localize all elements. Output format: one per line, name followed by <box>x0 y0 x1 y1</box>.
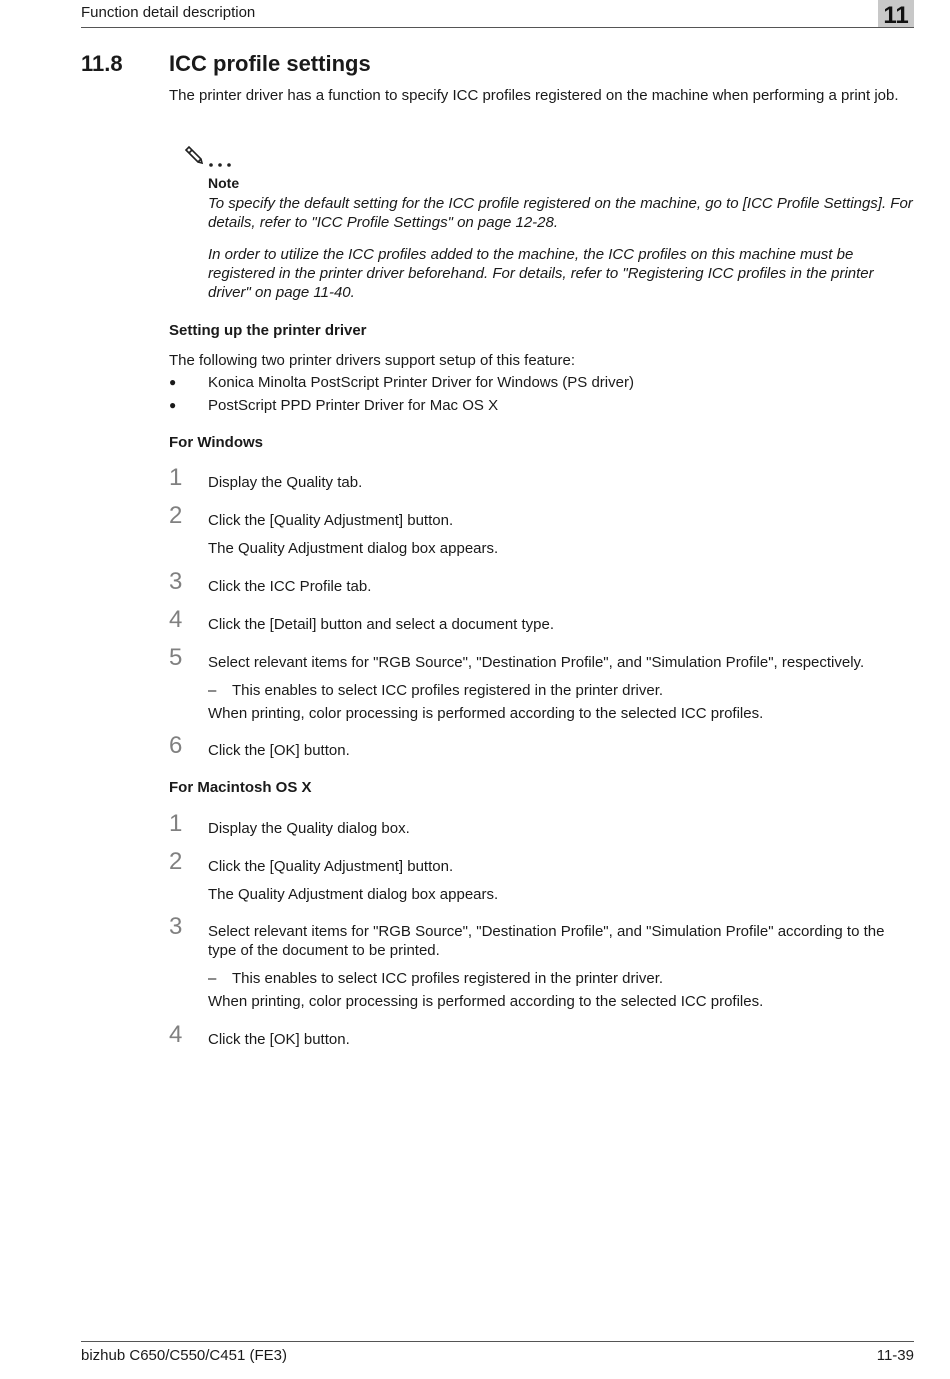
step-result: When printing, color processing is performed according to the selected ICC profiles. <box>208 705 764 722</box>
step-result: When printing, color processing is performed according to the selected ICC profiles. <box>208 993 764 1010</box>
bullet-icon: ● <box>169 398 177 412</box>
dash-marker: – <box>208 970 217 987</box>
step-text: Click the [Quality Adjustment] button. <box>208 858 454 875</box>
page-number: 11-39 <box>876 1347 914 1364</box>
step-number: 2 <box>169 502 183 529</box>
step-number: 5 <box>169 644 183 671</box>
step-number: 6 <box>169 732 183 759</box>
step-text: Select relevant items for "RGB Source", "Destination Profile", and "Simulation Profile" according to the type of the document to be printed. <box>208 923 885 959</box>
step-text: Click the ICC Profile tab. <box>208 578 372 595</box>
step-number: 4 <box>169 1021 183 1048</box>
page-header <box>81 3 914 28</box>
step-text: Display the Quality tab. <box>208 474 363 491</box>
mac-heading: For Macintosh OS X <box>169 779 312 796</box>
product-name: bizhub C650/C550/C451 (FE3) <box>81 1347 287 1364</box>
running-title: Function detail description <box>81 4 256 21</box>
step-text: Click the [OK] button. <box>208 742 350 759</box>
step-result: The Quality Adjustment dialog box appears. <box>208 886 499 903</box>
step-number: 2 <box>169 848 183 875</box>
step-text: Click the [OK] button. <box>208 1031 350 1048</box>
section-title: ICC profile settings <box>169 51 371 76</box>
chapter-number-tab: 11 <box>878 0 914 27</box>
step-number: 1 <box>169 464 183 491</box>
step-text: Display the Quality dialog box. <box>208 820 410 837</box>
section-number: 11.8 <box>81 51 123 76</box>
setup-heading: Setting up the printer driver <box>169 322 367 339</box>
note-label: Note <box>208 175 240 191</box>
pencil-note-icon <box>182 144 236 170</box>
step-text: Click the [Quality Adjustment] button. <box>208 512 454 529</box>
page-footer <box>81 1341 914 1372</box>
step-text: Click the [Detail] button and select a document type. <box>208 616 555 633</box>
dash-marker: – <box>208 682 217 699</box>
intro-paragraph: The printer driver has a function to specify ICC profiles registered on the machine when performing a print job. <box>169 87 899 104</box>
note-paragraph-1: To specify the default setting for the ICC profile registered on the machine, go to [ICC Profile Settings]. For details, refer to "ICC Profile Settings" on page 12-28. <box>208 195 913 231</box>
step-number: 4 <box>169 606 183 633</box>
step-number: 3 <box>169 568 183 595</box>
setup-lead: The following two printer drivers support setup of this feature: <box>169 352 576 369</box>
note-paragraph-2: In order to utilize the ICC profiles added to the machine, the ICC profiles on this machine must be registered in the printer driver beforehand. For details, refer to "Registering ICC profiles in the printer driver" on page 11-40. <box>208 246 874 301</box>
windows-heading: For Windows <box>169 434 264 451</box>
step-text: Select relevant items for "RGB Source", "Destination Profile", and "Simulation Profile", respectively. <box>208 654 865 671</box>
step-result: The Quality Adjustment dialog box appears. <box>208 540 499 557</box>
step-number: 3 <box>169 913 183 940</box>
step-number: 1 <box>169 810 183 837</box>
bullet-icon: ● <box>169 375 177 389</box>
